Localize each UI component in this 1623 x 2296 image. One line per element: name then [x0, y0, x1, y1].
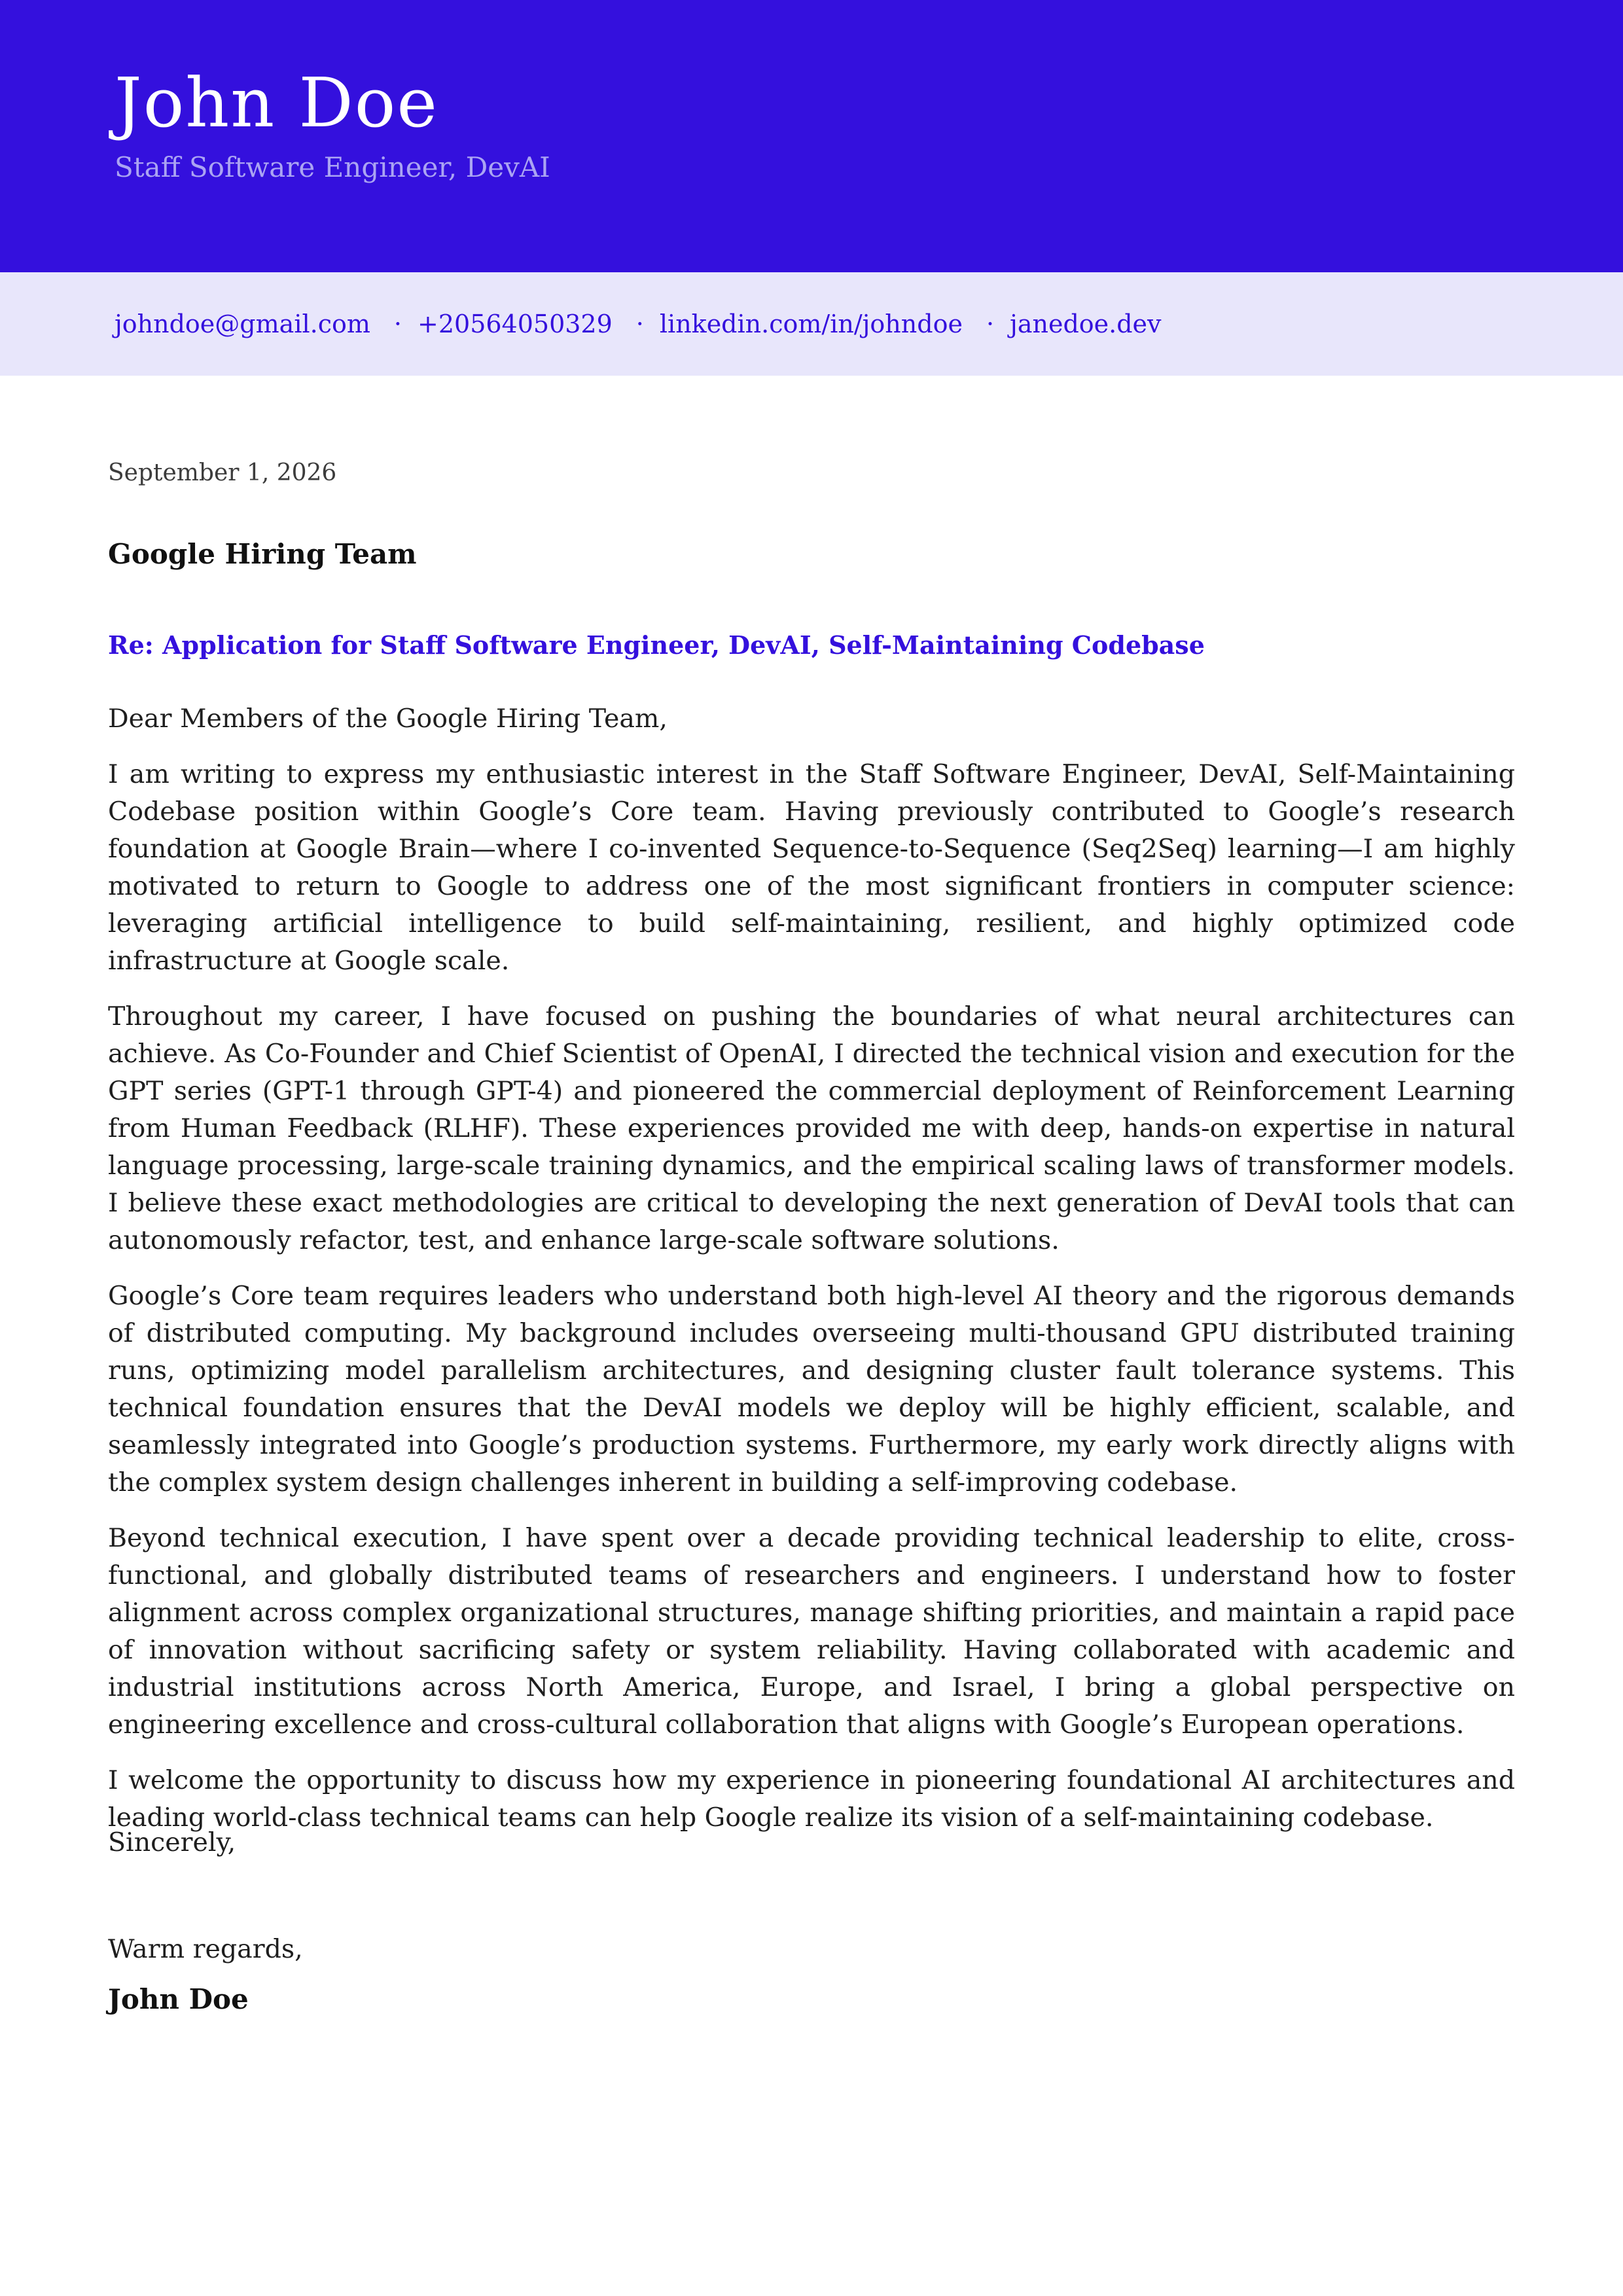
body-paragraph: I am writing to express my enthusiastic interest in the Staff Software Engineer, DevAI, Self-Maintaining Codebase position within Google’s Core team. Having previously contributed to Google’s research foundation at Google Brain—where I co-invented Sequence-to-Sequence (Seq2Seq) learning—I am highly motivated to return to Google to address one of the most significant frontiers in computer science: leveraging artificial intelligence to build self-maintaining, resilient, and highly optimized code infrastructure at Google scale.	[108, 759, 1515, 976]
body-paragraph: Google’s Core team requires leaders who understand both high-level AI theory and the rigorous demands of distributed computing. My background includes overseeing multi-thousand GPU distributed training runs, optimizing model parallelism architectures, and designing cluster fault tolerance systems. This technical foundation ensures that the DevAI models we deploy will be highly efficient, scalable, and seamlessly integrated into Google’s production systems. Furthermore, my early work directly aligns with the complex system design challenges inherent in building a self-improving codebase.	[108, 1281, 1515, 1498]
contact-row	[115, 308, 1162, 340]
contact-separator: ·	[986, 310, 995, 338]
website-link[interactable]: janedoe.dev	[1010, 310, 1162, 338]
letter-body	[108, 700, 1515, 1855]
applicant-title: Staff Software Engineer, DevAI	[115, 151, 550, 183]
applicant-name: John Doe	[115, 63, 438, 143]
body-paragraph: Throughout my career, I have focused on pushing the boundaries of what neural architectures can achieve. As Co-Founder and Chief Scientist of OpenAI, I directed the technical vision and execution for the GPT series (GPT-1 through GPT-4) and pioneered the commercial deployment of Reinforcement Learning from Human Feedback (RLHF). These experiences provided me with deep, hands-on expertise in natural language processing, large-scale training dynamics, and the empirical scaling laws of transformer models. I believe these exact methodologies are critical to developing the next generation of DevAI tools that can autonomously refactor, test, and enhance large-scale software solutions.	[108, 1001, 1515, 1255]
subject-line: Re: Application for Staff Software Engineer, DevAI, Self-Maintaining Codebase	[108, 630, 1205, 660]
contact-separator: ·	[635, 310, 644, 338]
recipient: Google Hiring Team	[108, 538, 417, 570]
signature-name: John Doe	[108, 1983, 249, 2015]
closing: Sincerely,	[108, 1827, 236, 1857]
phone-link[interactable]: +20564050329	[418, 310, 613, 338]
email-link[interactable]: johndoe@gmail.com	[115, 310, 370, 338]
contact-separator: ·	[393, 310, 402, 338]
letter-date: September 1, 2026	[108, 459, 337, 486]
body-paragraph: I welcome the opportunity to discuss how my experience in pioneering foundational AI architectures and leading world-class technical teams can help Google realize its vision of a self-maintaining codebase.	[108, 1765, 1515, 1833]
salutation: Dear Members of the Google Hiring Team,	[108, 704, 668, 734]
header-band	[0, 0, 1623, 272]
regards: Warm regards,	[108, 1934, 303, 1964]
body-paragraph: Beyond technical execution, I have spent over a decade providing technical leadership to elite, cross-functional, and globally distributed teams of researchers and engineers. I understand how to foster alignment across complex organizational structures, manage shifting priorities, and maintain a rapid pace of innovation without sacrificing safety or system reliability. Having collaborated with academic and industrial institutions across North America, Europe, and Israel, I bring a global perspective on engineering excellence and cross-cultural collaboration that aligns with Google’s European operations.	[108, 1523, 1515, 1740]
linkedin-link[interactable]: linkedin.com/in/johndoe	[659, 310, 963, 338]
